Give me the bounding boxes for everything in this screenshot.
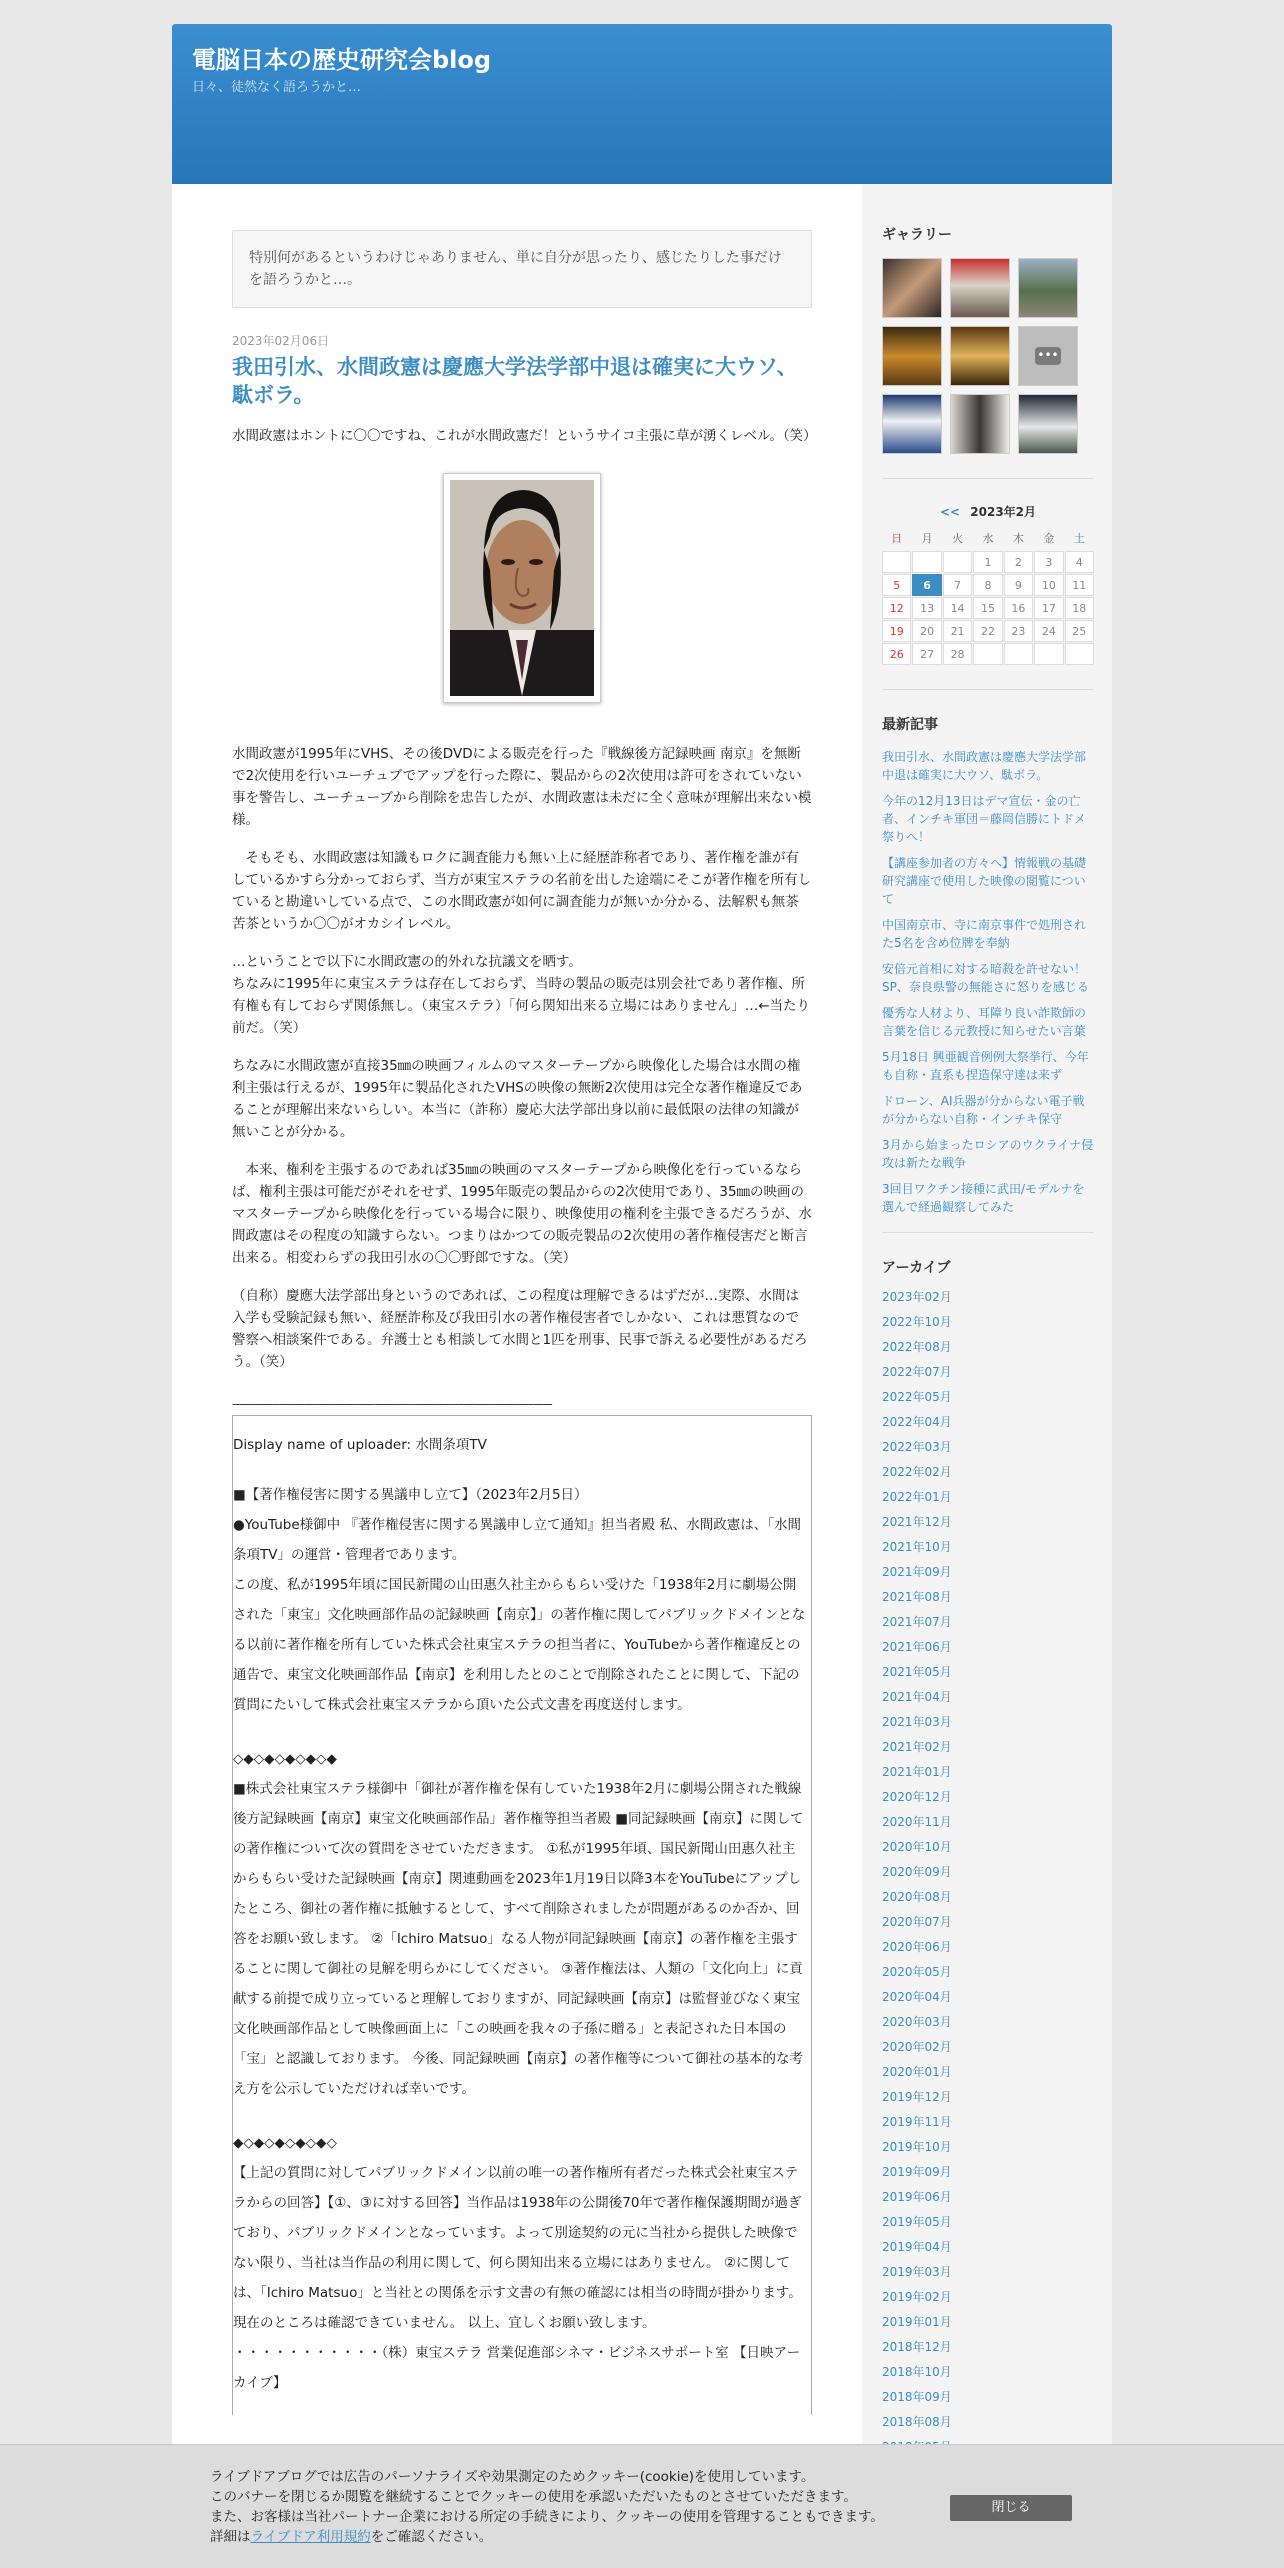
sidebar-divider [882,689,1094,690]
gallery-grid [882,258,1094,454]
archive-link[interactable]: 2020年10月 [882,1840,952,1854]
calendar-dow: 火 [952,532,964,545]
gallery-thumb[interactable] [950,258,1010,318]
calendar-day: 14 [943,597,972,619]
gallery-heading: ギャラリー [882,227,952,243]
calendar-day: 8 [973,574,1002,596]
archive-link[interactable]: 2020年05月 [882,1965,952,1979]
cookie-banner [0,2444,1284,2568]
archive-link[interactable]: 2020年01月 [882,2065,952,2079]
archive-link[interactable]: 2022年04月 [882,1415,952,1429]
archive-link[interactable]: 2021年08月 [882,1590,952,1604]
gallery-thumb[interactable] [882,258,942,318]
calendar-day [1004,643,1033,665]
calendar-day [1034,643,1063,665]
calendar [882,503,1094,665]
calendar-grid [882,528,1094,665]
calendar-day: 27 [912,643,941,665]
archive-link[interactable]: 2020年09月 [882,1865,952,1879]
archive-link[interactable]: 2019年03月 [882,2265,952,2279]
calendar-day: 19 [882,620,911,642]
main-column [232,230,817,2415]
archive-link[interactable]: 2019年09月 [882,2165,952,2179]
archive-link[interactable]: 2021年06月 [882,1640,952,1654]
box-gap [233,2104,811,2128]
separator-dashes: ------------------------------------------------------------------------------------------------ [232,1397,552,1411]
cookie-line-prefix: 詳細は [210,2529,251,2545]
archive-link[interactable]: 2022年02月 [882,1465,952,1479]
calendar-day[interactable]: 6 [912,574,941,596]
archive-link[interactable]: 2022年10月 [882,1315,952,1329]
cookie-line [210,2527,884,2547]
archive-link[interactable]: 2018年10月 [882,2365,952,2379]
blog-subtitle: 日々、徒然なく語ろうかと… [192,80,362,95]
archive-link[interactable]: 2021年02月 [882,1740,952,1754]
calendar-day: 10 [1034,574,1063,596]
calendar-day [882,551,911,573]
archive-link[interactable]: 2021年10月 [882,1540,952,1554]
recent-post-link[interactable]: ドローン、AI兵器が分からない電子戦が分からない自称・インチキ保守 [882,1094,1085,1126]
page-wrapper [172,24,1112,2568]
archive-list [882,1285,1094,2485]
box-line: ・・・・・・・・・・・（株）東宝ステラ 営業促進部シネマ・ビジネスサポート室 【日映アーカイブ】 [233,2345,801,2391]
post-paragraph: 水間政憲はホントに〇〇ですね、これが水間政憲だ！というサイコ主張に草が湧くレベル。（笑） [232,428,817,444]
archive-link[interactable]: 2019年06月 [882,2190,952,2204]
archive-link[interactable]: 2021年01月 [882,1765,952,1779]
post-paragraph: （自称）慶應大法学部出身というのであれば、この程度は理解できるはずだが…実際、水間は入学も受験記録も無い、経歴詐称及び我田引水の著作権侵害者でしかない、これは悪質なので警察へ相談案件である。弁護士とも相談して水間と1匹を刑事、民事で訴える必要性があるだろう。（笑） [232,1288,808,1370]
archive-link[interactable]: 2023年02月 [882,1290,952,1304]
gallery-more-button[interactable] [1018,326,1078,386]
box-line: 【上記の質問に対してパブリックドメイン以前の唯一の著作権所有者だった株式会社東宝ステラからの回答】【①、③に対する回答】当作品は1938年の公開後70年で著作権保護期間が過ぎており、パブリックドメインとなっています。よって別途契約の元に当社から提供した映像でない限り、当社は当作品の利用に関して、何ら関知出来る立場にはありません。 ②に関しては、「Ichiro Matsuo」と当社との関係を示す文書の有無の確認には相当の時間が掛かります。 現在のところは確認できていません。 以上、宜しくお願い致します。 [233,2165,802,2331]
calendar-dow: 金 [1043,532,1055,545]
recent-post-link[interactable]: 今年の12月13日はデマ宣伝・金の亡者、インチキ軍団＝藤岡信勝にトドメ祭りへ！ [882,794,1086,844]
calendar-day: 2 [1004,551,1033,573]
post-paragraph: ちなみに水間政憲が直接35㎜の映画フィルムのマスターテープから映像化した場合は水間の権利主張は行えるが、1995年に製品化されたVHSの映像の無断2次使用は完全な著作権違反であることが理解出来ないらしい。本当に（詐称）慶応大法学部出身以前に最低限の法律の知識が無いことが分かる。 [232,1058,803,1140]
calendar-day: 16 [1004,597,1033,619]
cookie-text [210,2467,884,2547]
archive-link[interactable]: 2021年03月 [882,1715,952,1729]
calendar-day: 9 [1004,574,1033,596]
archive-link[interactable]: 2018年08月 [882,2415,952,2429]
box-line: ■【著作権侵害に関する異議申し立て】（2023年2月5日） [233,1487,588,1503]
calendar-header [882,503,1094,520]
archive-link[interactable]: 2022年08月 [882,1340,952,1354]
archive-link[interactable]: 2021年09月 [882,1565,952,1579]
archive-link[interactable]: 2022年05月 [882,1390,952,1404]
archive-link[interactable]: 2020年11月 [882,1815,952,1829]
gallery-thumb[interactable] [1018,394,1078,454]
calendar-day: 11 [1065,574,1094,596]
recent-posts-list [882,748,1094,1216]
calendar-day: 13 [912,597,941,619]
box-line: ◇◆◇◆◇◆◇◆◇◆ [233,1751,337,1767]
calendar-dow: 水 [982,532,994,545]
cookie-line: このバナーを閉じるか閲覧を継続することでクッキーの使用を承認いただいたものとさせていただきます。 [210,2489,857,2505]
archive-link[interactable]: 2019年10月 [882,2140,952,2154]
recent-heading: 最新記事 [882,717,938,733]
calendar-day: 12 [882,597,911,619]
post-paragraph: …ということで以下に水間政憲の的外れな抗議文を晒す。 ちなみに1995年に東宝ステラは存在しておらず、当時の製品の販売は別会社であり著作権、所有権も有しておらず関係無し。（東宝ステラ）「何ら関知出来る立場にはありません」…←当たり前だ。（笑） [232,954,811,1036]
calendar-dow: 土 [1073,532,1085,545]
box-gap [233,1460,811,1480]
archive-link[interactable]: 2020年03月 [882,2015,952,2029]
box-line: この度、私が1995年頃に国民新聞の山田惠久社主からもらい受けた「1938年2月に劇場公開された「東宝」文化映画部作品の記録映画【南京】」の著作権に関してパブリックドメインとなる以前に著作権を所有していた株式会社東宝ステラの担当者に、YouTubeから著作権違反との通告で、東宝文化映画部作品【南京】を利用したとのことで削除されたことに関して、下記の質問にたいして株式会社東宝ステラから頂いた公式文書を再度送付します。 [233,1577,806,1713]
box-line: ●YouTube様御中 『著作権侵害に関する異議申し立て通知』担当者殿 私、水間政憲は、「水間条項TV」の運営・管理者であります。 [233,1517,802,1563]
ellipsis-icon: ••• [1035,347,1061,365]
cookie-line-suffix: をご確認ください。 [370,2529,493,2545]
archive-link[interactable]: 2020年04月 [882,1990,952,2004]
sidebar-divider [882,478,1094,479]
cookie-line: また、お客様は当社パートナー企業における所定の手続きにより、クッキーの使用を管理することもできます。 [210,2509,884,2525]
box-line: ◆◇◆◇◆◇◆◇◆◇ [233,2135,337,2151]
intro-box: 特別何があるというわけじゃありません、単に自分が思ったり、感じたりした事だけを語ろうかと…。 [232,230,812,308]
calendar-day [973,643,1002,665]
archive-link[interactable]: 2021年12月 [882,1515,952,1529]
recent-post-link[interactable]: 中国南京市、寺に南京事件で処刑された5名を含め位牌を奉納 [882,918,1087,950]
gallery-thumb[interactable] [950,326,1010,386]
recent-post-link[interactable]: 【講座参加者の方々へ】情報戦の基礎研究講座で使用した映像の閲覧について [882,856,1087,906]
blog-title-link[interactable]: 電脳日本の歴史研究会blog [192,46,492,74]
post-photo[interactable] [443,473,601,703]
blog-header [172,24,1112,184]
calendar-day [912,551,941,573]
post-paragraph: 水間政憲が1995年にVHS、その後DVDによる販売を行った『戦線後方記録映画 南京』を無断で2次使用を行いユーチュブでアップを行った際に、製品からの2次使用は許可をされていない事を警告し、ユーチューブから削除を忠告したが、水間政憲は未だに全く意味が理解出来ない模様。 [232,746,812,828]
archive-link[interactable]: 2022年03月 [882,1440,952,1454]
archive-link[interactable]: 2020年08月 [882,1890,952,1904]
archive-heading: アーカイブ [882,1260,951,1276]
calendar-day: 28 [943,643,972,665]
gallery-thumb[interactable] [950,394,1010,454]
calendar-dow: 月 [921,532,933,545]
calendar-dow: 日 [891,532,903,545]
terms-link[interactable]: ライブドア利用規約 [250,2529,371,2545]
calendar-day: 15 [973,597,1002,619]
calendar-day: 20 [912,620,941,642]
cookie-close-button[interactable]: 閉じる [950,2495,1072,2521]
archive-link[interactable]: 2021年05月 [882,1665,952,1679]
post-date: 2023年02月06日 [232,334,330,348]
sidebar [862,184,1112,2568]
archive-link[interactable]: 2019年12月 [882,2090,952,2104]
recent-post-link[interactable]: 優秀な人材より、耳障り良い詐欺師の言葉を信じる元教授に知らせたい言葉 [882,1006,1087,1038]
recent-post-link[interactable]: 5月18日 興亜観音例例大祭挙行、今年も自称・直系も捏造保守達は来ず [882,1050,1089,1082]
quoted-box [232,1415,812,2415]
post-paragraph: 本来、権利を主張するのであれば35㎜の映画のマスターテープから映像化を行っているならば、権利主張は可能だがそれをせず、1995年販売の製品からの2次使用であり、35㎜の映画のマスターテープから映像化を行っている場合に限り、映像使用の権利を主張できるだろうが、水間政憲はその程度の知識すらない。つまりはかつての販売製品の2次使用の著作権侵害だと断言出来る。相変わらずの我田引水の〇〇野郎ですな。（笑） [232,1162,812,1266]
calendar-day: 17 [1034,597,1063,619]
calendar-day: 5 [882,574,911,596]
archive-link[interactable]: 2021年04月 [882,1690,952,1704]
post-paragraph: そもそも、水間政憲は知識もロクに調査能力も無い上に経歴詐称者であり、著作権を誰が有しているかすら分かっておらず、当方が東宝ステラの名前を出した途端にそこが著作権を所有していると勘違いしている点で、この水間政憲が如何に調査能力が無いか分かる、法解釈も無茶苦茶というか〇〇がオカシイレベル。 [232,850,812,932]
archive-link[interactable]: 2019年05月 [882,2215,952,2229]
archive-link[interactable]: 2020年02月 [882,2040,952,2054]
archive-link[interactable]: 2019年11月 [882,2115,952,2129]
calendar-day: 21 [943,620,972,642]
archive-link[interactable]: 2022年07月 [882,1365,952,1379]
calendar-day: 18 [1065,597,1094,619]
calendar-day [943,551,972,573]
calendar-day: 4 [1065,551,1094,573]
gallery-thumb[interactable] [1018,258,1078,318]
archive-link[interactable]: 2021年07月 [882,1615,952,1629]
calendar-day: 7 [943,574,972,596]
calendar-day [1065,643,1094,665]
archive-link[interactable]: 2018年09月 [882,2390,952,2404]
archive-link[interactable]: 2019年01月 [882,2315,952,2329]
calendar-month: 2023年2月 [970,505,1037,519]
calendar-dow: 木 [1012,532,1024,545]
archive-link[interactable]: 2020年12月 [882,1790,952,1804]
archive-link[interactable]: 2018年12月 [882,2340,952,2354]
calendar-day: 22 [973,620,1002,642]
recent-post-link[interactable]: 我田引水、水間政憲は慶應大学法学部中退は確実に大ウソ、駄ボラ。 [882,750,1087,782]
calendar-day: 23 [1004,620,1033,642]
box-gap [233,1720,811,1744]
portrait-image [450,480,594,696]
archive-link[interactable]: 2020年06月 [882,1940,952,1954]
gallery-thumb[interactable] [882,326,942,386]
calendar-day: 25 [1065,620,1094,642]
post-title-link[interactable]: 我田引水、水間政憲は慶應大学法学部中退は確実に大ウソ、駄ボラ。 [232,355,798,407]
recent-post-link[interactable]: 安倍元首相に対する暗殺を許せない！SP、奈良県警の無能さに怒りを感じる [882,962,1089,994]
box-line: ■株式会社東宝ステラ様御中「御社が著作権を保有していた1938年2月に劇場公開された戦線後方記録映画【南京】東宝文化映画部作品」著作権等担当者殿 ■同記録映画【南京】に関しての著作権について次の質問をさせていただきます。 ①私が1995年頃、国民新聞山田惠久社主からもらい受けた記録映画【南京】関連動画を2023年1月19日以降3本をYouTubeにアップしたところ、御社の著作権に抵触するとして、すべて削除されましたが問題があるのか否か、回答をお願い致します。 ②「Ichiro Matsuo」なる人物が同記録映画【南京】の著作権を主張することに関して御社の見解を明らかにしてください。 ③著作権法は、人類の「文化向上」に貢献する前提で成り立っていると理解しておりますが、同記録映画【南京】は監督並びなく東宝文化映画部作品として映像画面上に「この映画を我々の子孫に贈る」と表記された日本国の「宝」と認識しております。 今後、同記録映画【南京】の著作権等について御社の基本的な考え方を公示していただければ幸いです。 [233,1781,804,2097]
calendar-prev-link[interactable]: << [939,505,961,519]
calendar-day: 26 [882,643,911,665]
calendar-day: 1 [973,551,1002,573]
archive-link[interactable]: 2022年01月 [882,1490,952,1504]
recent-post-link[interactable]: 3回目ワクチン接種に武田/モデルナを選んで経過観察してみた [882,1182,1085,1214]
cookie-line: ライブドアブログでは広告のパーソナライズや効果測定のためクッキー(cookie)を使用しています。 [210,2469,815,2485]
archive-link[interactable]: 2019年02月 [882,2290,952,2304]
gallery-thumb[interactable] [882,394,942,454]
sidebar-divider [882,1232,1094,1233]
archive-link[interactable]: 2019年04月 [882,2240,952,2254]
archive-link[interactable]: 2020年07月 [882,1915,952,1929]
box-line: Display name of uploader: 水間条項TV [233,1437,487,1453]
calendar-day: 3 [1034,551,1063,573]
recent-post-link[interactable]: 3月から始まったロシアのウクライナ侵攻は新たな戦争 [882,1138,1094,1170]
calendar-day: 24 [1034,620,1063,642]
